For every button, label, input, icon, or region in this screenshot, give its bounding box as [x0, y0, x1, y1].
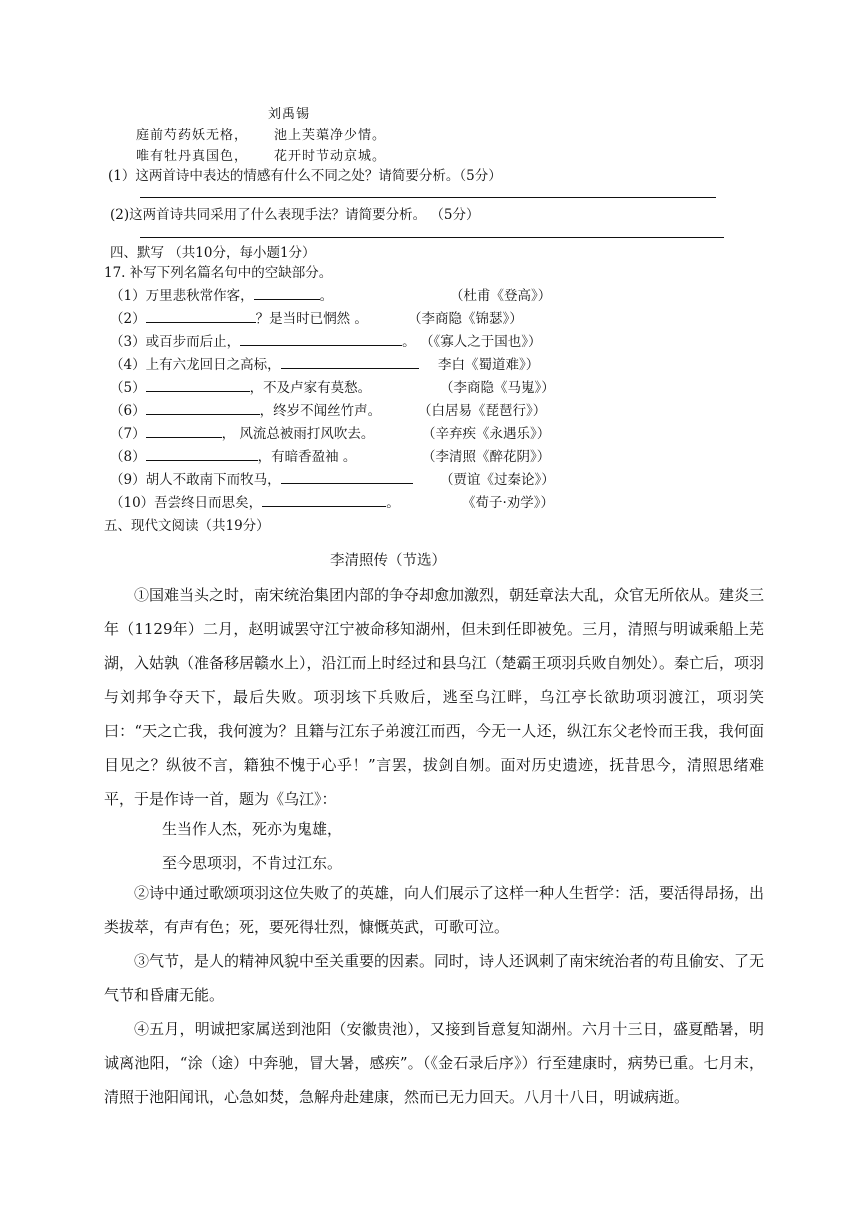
fill-item-10: （10）吾尝终日而思矣， 。 — [110, 495, 400, 511]
fill-blank[interactable] — [254, 286, 320, 300]
answer-line-2 — [140, 237, 724, 238]
poem-line-2a: 唯有牡丹真国色， — [136, 149, 249, 164]
section-4-instruction: 17. 补写下列名篇名句中的空缺部分。 — [104, 265, 333, 281]
section-5-title: 五、现代文阅读（共19分） — [104, 518, 270, 534]
fill-item-6-source: （白居易《琵琶行》） — [418, 403, 547, 419]
paragraph-2: ②诗中通过歌颂项羽这位失败了的英雄，向人们展示了这样一种人生哲学：活，要活得昂扬，出类拔萃，有声有色；死，要死得壮烈，慷慨英武，可歌可泣。 — [104, 884, 765, 936]
fill-item-7: （7） ， 风流总被雨打风吹去。 — [110, 426, 375, 442]
paragraph-3: ③气节，是人的精神风貌中至关重要的因素。同时，诗人还讽刺了南宋统治者的苟且偷安、了无气节和昏庸无能。 — [104, 952, 765, 1004]
fill-item-1-source: （杜甫《登高》） — [450, 288, 552, 304]
fill-item-2: （2） ？是当时已惘然 。 — [110, 311, 368, 327]
fill-item-4-source: 李白《蜀道难》） — [438, 357, 540, 373]
fill-blank[interactable] — [240, 332, 402, 346]
verse-line-2: 至今思项羽，不肯过江东。 — [162, 854, 343, 872]
poem-line-2b: 花开时节动京城。 — [274, 149, 387, 164]
poem-question-1: (1）这两首诗中表达的情感有什么不同之处？请简要分析。（5分） — [108, 168, 502, 184]
fill-item-4: （4）上有六龙回日之高标， — [110, 353, 419, 373]
fill-blank[interactable] — [146, 309, 256, 323]
fill-blank[interactable] — [146, 378, 250, 392]
fill-item-8-source: （李清照《醉花阴》） — [422, 449, 551, 465]
verse-line-1: 生当作人杰，死亦为鬼雄， — [162, 820, 343, 838]
article-title: 李清照传（节选） — [330, 553, 446, 569]
fill-blank[interactable] — [146, 424, 222, 438]
fill-blank[interactable] — [146, 401, 260, 415]
fill-item-1: （1）万里悲秋常作客， 。 — [110, 288, 334, 304]
poem-line-1b: 池上芙蕖净少情。 — [274, 128, 387, 143]
fill-item-5: （5） ，不及卢家有莫愁。 — [110, 380, 372, 396]
fill-item-9: （9）胡人不敢南下而牧马， — [110, 468, 413, 488]
poem-author: 刘禹锡 — [268, 107, 311, 122]
fill-item-9-source: （贾谊《过秦论》） — [440, 472, 555, 488]
answer-line-1 — [140, 197, 716, 198]
fill-blank[interactable] — [146, 447, 258, 461]
fill-item-3-source: （《寡人之于国也》） — [420, 334, 542, 350]
paragraph-1: ①国难当头之时，南宋统治集团内部的争夺却愈加激烈，朝廷章法大乱，众官无所依从。建炎三年（1129年）二月，赵明诚罢守江宁被命移知湖州，但未到任即被免。三月，清照与明诚乘船上芜湖，入姑孰（准备移居赣水上），沿江而上时经过和县乌江（楚霸王项羽兵败自刎处）。秦亡后，项羽与刘邦争夺天下，最后失败。项羽垓下兵败后，逃至乌江畔，乌江亭长欲助项羽渡江，项羽笑曰：“天之亡我，我何渡为？且籍与江东子弟渡江而西，今无一人还，纵江东父老怜而王我，我何面目见之？纵彼不言，籍独不愧于心乎！”言罢，拔剑自刎。面对历史遗迹，抚昔思今，清照思绪难平，于是作诗一首，题为《乌江》： — [104, 586, 765, 808]
fill-item-2-source: （李商隐《锦瑟》） — [408, 311, 523, 327]
fill-item-5-source: （李商隐《马嵬》） — [440, 380, 555, 396]
fill-item-3: （3）或百步而后止， 。 — [110, 334, 416, 350]
fill-item-10-source: 《荀子·劝学》） — [462, 495, 555, 511]
fill-blank[interactable] — [281, 470, 413, 484]
poem-line-1a: 庭前芍药妖无格， — [136, 128, 249, 143]
section-4-title: 四、默写 （共10分，每小题1分） — [110, 245, 316, 261]
fill-blank[interactable] — [262, 493, 386, 507]
fill-item-8: （8） ，有暗香盈袖 。 — [110, 449, 357, 465]
fill-item-7-source: （辛弃疾《永遇乐》） — [422, 426, 551, 442]
fill-item-6: （6） ，终岁不闻丝竹声。 — [110, 403, 382, 419]
fill-blank[interactable] — [281, 355, 419, 369]
poem-question-2: (2)这两首诗共同采用了什么表现手法？请简要分析。 （5分） — [110, 207, 480, 223]
paragraph-4: ④五月，明诚把家属送到池阳（安徽贵池），又接到旨意复知湖州。六月十三日，盛夏酷暑，明诚离池阳，“涂（途）中奔驰，冒大暑，感疾”。（《金石录后序》）行至建康时，病势已重。七月末，清照于池阳闻讯，心急如焚，急解舟赴建康，然而已无力回天。八月十八日，明诚病逝。 — [104, 1020, 764, 1106]
